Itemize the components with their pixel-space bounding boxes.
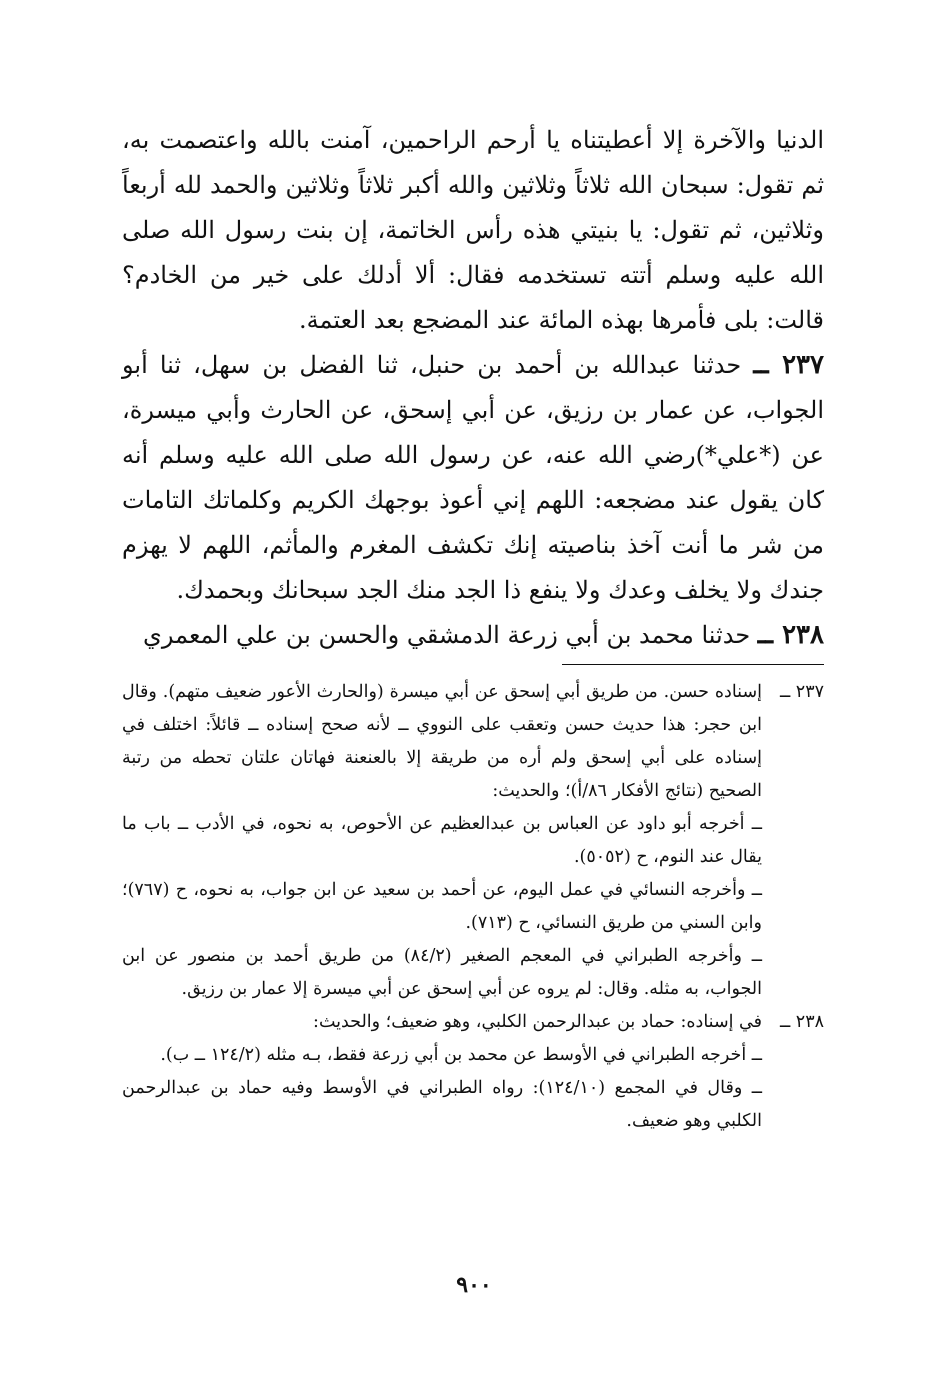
continuation-paragraph: الدنيا والآخرة إلا أعطيتناه يا أرحم الراحمين، آمنت بالله واعتصمت به، ثم تقول: سبحان الله ثلاثاً وثلاثين والله أكبر ثلاثاً وثلاثين والحمد لله أربعاً وثلاثين، ثم تقول: يا بنيتي هذه رأس الخاتمة، إن بنت رسول الله صلى الله عليه وسلم أتته تستخدمه فقال: ألا أدلك على خير من الخادم؟ قالت: بلى فأمرها بهذه المائة عند المضجع بعد العتمة. xyxy=(122,126,824,334)
hadith-number-237: ٢٣٧ ــ xyxy=(753,350,824,380)
footnote-number: ٢٣٧ ــ xyxy=(779,682,824,702)
page-number: ٩٠٠ xyxy=(456,1272,492,1298)
footnote-body xyxy=(122,1006,762,1138)
footnote-237 xyxy=(122,676,824,1006)
footnote-paragraph: في إسناده: حماد بن عبدالرحمن الكلبي، وهو ضعيف؛ والحديث: xyxy=(313,1012,762,1032)
hadith-238 xyxy=(122,613,824,658)
footnote-body xyxy=(122,676,762,1006)
hadith-text-237: حدثنا عبدالله بن أحمد بن حنبل، ثنا الفضل بن سهل، ثنا أبو الجواب، عن عمار بن رزيق، عن أبي إسحق، عن الحارث وأبي ميسرة، عن (*علي*)رضي الله عنه، عن رسول الله صلى الله عليه وسلم أنه كان يقول عند مضجعه: اللهم إني أعوذ بوجهك الكريم وكلماتك التامات من شر ما أنت آخذ بناصيته إنك تكشف المغرم والمأثم، اللهم لا يهزم جندك ولا يخلف وعدك ولا ينفع ذا الجد منك الجد سبحانك وبحمدك. xyxy=(122,351,824,604)
footnote-paragraph: ــ وقال في المجمع (١٢٤/١٠): رواه الطبراني في الأوسط وفيه حماد بن عبدالرحمن الكلبي وهو ضعيف. xyxy=(122,1078,762,1131)
footnote-paragraph: ــ وأخرجه النسائي في عمل اليوم، عن أحمد بن سعيد عن ابن جواب، به نحوه، ح (٧٦٧)؛ وابن السني من طريق النسائي، ح (٧١٣). xyxy=(122,880,762,933)
footnote-paragraph: ــ أخرجه الطبراني في الأوسط عن محمد بن أبي زرعة فقط، بـه مثله (١٢٤/٢ ــ ب). xyxy=(160,1045,762,1065)
hadith-text-238: حدثنا محمد بن أبي زرعة الدمشقي والحسن بن علي المعمري xyxy=(143,621,751,649)
footnote-number: ٢٣٨ ــ xyxy=(779,1012,824,1032)
footnote-paragraph: ــ أخرجه أبو داود عن العباس بن عبدالعظيم عن الأحوص، به نحوه، في الأدب ــ باب ما يقال عند النوم، ح (٥٠٥٢). xyxy=(122,814,762,867)
footnote-238 xyxy=(122,1006,824,1138)
hadith-237 xyxy=(122,343,824,613)
hadith-number-238: ٢٣٨ ــ xyxy=(757,620,824,650)
footnote-paragraph: ــ وأخرجه الطبراني في المعجم الصغير (٨٤/٢) من طريق أحمد بن منصور عن ابن الجواب، به مثله. وقال: لم يروه عن أبي إسحق عن أبي ميسرة إلا عمار بن رزيق. xyxy=(122,946,763,999)
footnote-paragraph: إسناده حسن. من طريق أبي إسحق عن أبي ميسرة (والحارث الأعور ضعيف متهم). وقال ابن حجر: هذا حديث حسن وتعقب على النووي ــ لأنه صحح إسناده ــ قائلاً: اختلف في إسناده على أبي إسحق ولم أره من طريقة إلا بالعنعنة فهاتان علتان تحطه من رتبة الصحيح (نتائج الأفكار ٨٦/أ)؛ والحديث: xyxy=(122,682,762,801)
footnotes xyxy=(122,676,824,1138)
main-text xyxy=(122,118,824,658)
footnote-separator xyxy=(562,664,824,665)
